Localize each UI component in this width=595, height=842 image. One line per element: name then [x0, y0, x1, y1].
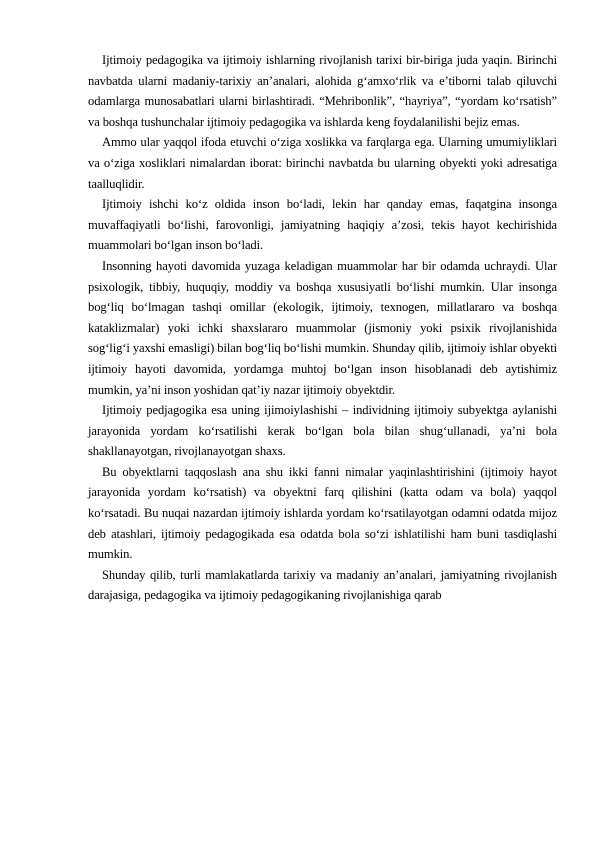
paragraph: Insonning hayoti davomida yuzaga keladigan muammolar har bir odamda uchraydi. Ular psixologik, tibbiy, huquqiy, moddiy va boshqa xususiyatli bo‘lishi mumkin. Ular insonga bog‘liq bo‘lmagan tashqi omillar (ekologik, ijtimoiy, texnogen, millatlararo va boshqa kataklizmalar) yoki ichki shaxslararo muammolar (jismoniy yoki psixik rivojlanishida sog‘lig‘i yaxshi emasligi) bilan bog‘liq bo‘lishi mumkin. Shunday qilib, ijtimoiy ishlar obyekti ijtimoiy hayoti davomida, yordamga muhtoj bo‘lgan inson hisoblanadi deb aytishimiz mumkin, ya’ni inson yoshidan qat’iy nazar ijtimoiy obyektdir.: [88, 258, 557, 397]
paragraph: Ammo ular yaqqol ifoda etuvchi o‘ziga xoslikka va farqlarga ega. Ularning umumiyliklari va o‘ziga xosliklari nimalardan iborat: birinchi navbatda bu ularning obyekti yoki adresatiga taalluqlidir.: [88, 135, 557, 191]
paragraph: Ijtimoiy pedagogika va ijtimoiy ishlarning rivojlanish tarixi bir-biriga juda yaqin. Birinchi navbatda ularni madaniy-tarixiy an’analari, alohida g‘amxo‘rlik va e’tiborni talab qiluvchi odamlarga munosabatlari ularni birlashtiradi. “Mehribonlik”, “hayriya”, “yordam ko‘rsatish” va boshqa tushunchalar ijtimoiy pedagogika va ishlarda keng foydalanilishi bejiz emas.: [88, 53, 557, 129]
paragraph: Bu obyektlarni taqqoslash ana shu ikki fanni nimalar yaqinlashtirishini (ijtimoiy hayot jarayonida yordam ko‘rsatish) va obyektni farq qilishini (katta odam va bola) yaqqol ko‘rsatadi. Bu nuqai nazardan ijtimoiy ishlarda yordam ko‘rsatilayotgan odamni odatda mijoz deb atashlari, ijtimoiy pedagogikada esa odatda bola so‘zi ishlatilishi ham buni tasdiqlashi mumkin.: [88, 464, 557, 562]
paragraph: Ijtimoiy pedjagogika esa uning ijimoiylashishi – individning ijtimoiy subyektga aylanishi jarayonida yordam ko‘rsatilishi kerak bo‘lgan bola bilan shug‘ullanadi, ya’ni bola shakllanayotgan, rivojlanayotgan shaxs.: [88, 403, 557, 459]
paragraph: Shunday qilib, turli mamlakatlarda tarixiy va madaniy an’analari, jamiyatning rivojlanish darajasiga, pedagogika va ijtimoiy pedagogikaning rivojlanishiga qarab: [88, 567, 557, 603]
paragraph: Ijtimoiy ishchi ko‘z oldida inson bo‘ladi, lekin har qanday emas, faqatgina insonga muvaffaqiyatli bo‘lishi, farovonligi, jamiyatning haqiqiy a’zosi, tekis hayot kechirishida muammolari bo‘lgan inson bo‘ladi.: [88, 197, 557, 253]
document-page: [88, 50, 557, 606]
